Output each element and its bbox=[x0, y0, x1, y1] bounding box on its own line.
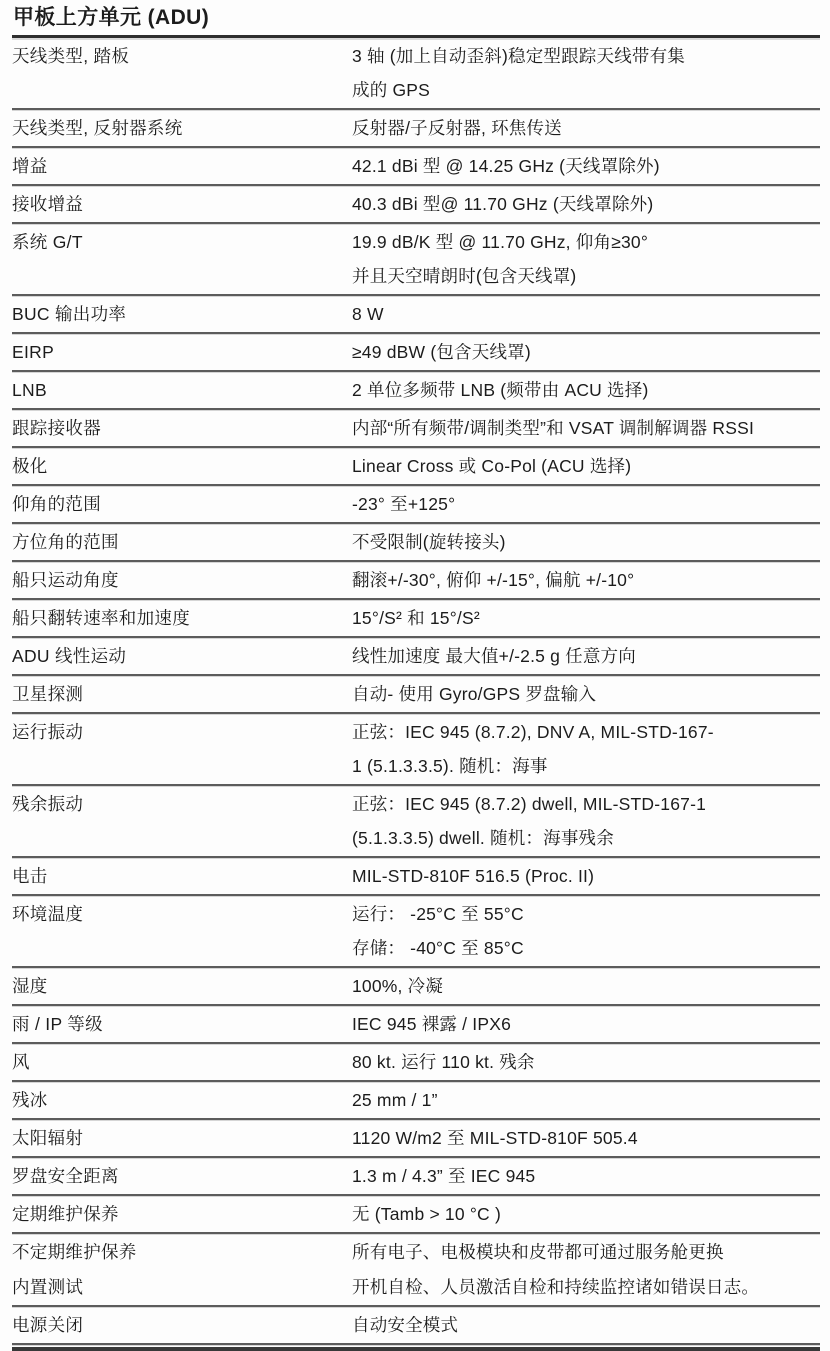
spec-label: 船只翻转速率和加速度 bbox=[12, 608, 190, 628]
spec-value bbox=[352, 969, 820, 1003]
table-row bbox=[12, 1234, 820, 1269]
spec-value-line: 80 kt. 运行 110 kt. 残余 bbox=[352, 1052, 535, 1072]
spec-label: 仰角的范围 bbox=[12, 494, 101, 514]
spec-value-line: 1.3 m / 4.3” 至 IEC 945 bbox=[352, 1166, 536, 1186]
table-row bbox=[12, 148, 820, 186]
spec-value bbox=[352, 449, 820, 483]
spec-label: 湿度 bbox=[12, 976, 48, 996]
spec-value-line: ≥49 dBW (包含天线罩) bbox=[352, 342, 531, 362]
spec-value-line: Linear Cross 或 Co-Pol (ACU 选择) bbox=[352, 456, 632, 476]
spec-label: 系统 G/T bbox=[12, 232, 83, 252]
table-row bbox=[12, 858, 820, 896]
spec-value-line: 内部“所有频带/调制类型”和 VSAT 调制解调器 RSSI bbox=[352, 418, 755, 438]
spec-label: 内置测试 bbox=[12, 1277, 84, 1297]
spec-value-line: 存储： -40°C 至 85°C bbox=[352, 938, 524, 958]
spec-value bbox=[352, 111, 820, 145]
spec-value bbox=[352, 187, 820, 221]
spec-value-line: MIL-STD-810F 516.5 (Proc. II) bbox=[352, 866, 595, 886]
spec-value bbox=[352, 639, 820, 673]
spec-value-line: 开机自检、人员激活自检和持续监控诸如错误日志。 bbox=[352, 1277, 760, 1297]
spec-label: 定期维护保养 bbox=[12, 1204, 119, 1224]
spec-value-line: 15°/S² 和 15°/S² bbox=[352, 608, 480, 628]
table-row bbox=[12, 524, 820, 562]
spec-value-line: 40.3 dBi 型@ 11.70 GHz (天线罩除外) bbox=[352, 194, 654, 214]
spec-value-line: 正弦：IEC 945 (8.7.2), DNV A, MIL-STD-167- bbox=[352, 722, 714, 742]
spec-label: BUC 输出功率 bbox=[12, 304, 127, 324]
spec-value-line: (5.1.3.3.5) dwell. 随机：海事残余 bbox=[352, 828, 614, 848]
table-row bbox=[12, 448, 820, 486]
spec-label: 方位角的范围 bbox=[12, 532, 119, 552]
spec-label: 不定期维护保养 bbox=[12, 1242, 137, 1262]
table-row bbox=[12, 296, 820, 334]
spec-value-line: 1 (5.1.3.3.5). 随机：海事 bbox=[352, 756, 548, 776]
spec-value-line: 8 W bbox=[352, 304, 384, 324]
spec-value bbox=[352, 1083, 820, 1117]
spec-value bbox=[352, 1159, 820, 1193]
spec-value bbox=[352, 563, 820, 597]
spec-label: 卫星探测 bbox=[12, 684, 84, 704]
table-row bbox=[12, 562, 820, 600]
spec-label: 残冰 bbox=[12, 1090, 48, 1110]
table-row bbox=[12, 334, 820, 372]
spec-label: LNB bbox=[12, 380, 47, 400]
spec-label: 风 bbox=[12, 1052, 30, 1072]
table-row bbox=[12, 38, 820, 110]
spec-label: 运行振动 bbox=[12, 722, 84, 742]
table-row bbox=[12, 786, 820, 858]
spec-label: 天线类型, 踏板 bbox=[12, 46, 130, 66]
spec-label: 天线类型, 反射器系统 bbox=[12, 118, 183, 138]
table-row bbox=[12, 1120, 820, 1158]
spec-value-line: 所有电子、电极模块和皮带都可通过服务舱更换 bbox=[352, 1242, 724, 1262]
spec-label: 增益 bbox=[12, 156, 48, 176]
spec-value bbox=[352, 225, 820, 293]
spec-value bbox=[352, 1197, 820, 1231]
spec-value bbox=[352, 149, 820, 183]
table-row bbox=[12, 372, 820, 410]
spec-value-line: 并且天空晴朗时(包含天线罩) bbox=[352, 266, 577, 286]
table-row bbox=[12, 110, 820, 148]
spec-value bbox=[352, 677, 820, 711]
spec-label: 极化 bbox=[12, 456, 48, 476]
spec-value bbox=[352, 1308, 820, 1342]
spec-label: 罗盘安全距离 bbox=[12, 1166, 119, 1186]
spec-value-line: 1120 W/m2 至 MIL-STD-810F 505.4 bbox=[352, 1128, 638, 1148]
spec-value-line: 19.9 dB/K 型 @ 11.70 GHz, 仰角≥30° bbox=[352, 232, 649, 252]
spec-value-line: 正弦：IEC 945 (8.7.2) dwell, MIL-STD-167-1 bbox=[352, 794, 707, 814]
spec-value-line: 42.1 dBi 型 @ 14.25 GHz (天线罩除外) bbox=[352, 156, 660, 176]
table-row bbox=[12, 1196, 820, 1234]
table-row bbox=[12, 1082, 820, 1120]
spec-value bbox=[352, 525, 820, 559]
spec-value-line: 反射器/子反射器, 环焦传送 bbox=[352, 118, 562, 138]
table-row bbox=[12, 1307, 820, 1345]
spec-label: 船只运动角度 bbox=[12, 570, 119, 590]
spec-value-line: 运行： -25°C 至 55°C bbox=[352, 904, 524, 924]
table-row bbox=[12, 968, 820, 1006]
spec-value bbox=[352, 1007, 820, 1041]
spec-label: 接收增益 bbox=[12, 194, 84, 214]
spec-label: 电击 bbox=[12, 866, 48, 886]
spec-value bbox=[352, 373, 820, 407]
spec-value-line: 成的 GPS bbox=[352, 80, 431, 100]
spec-label: 跟踪接收器 bbox=[12, 418, 101, 438]
spec-value bbox=[352, 1045, 820, 1079]
spec-value bbox=[352, 601, 820, 635]
spec-value bbox=[352, 1270, 820, 1304]
spec-label: 雨 / IP 等级 bbox=[12, 1014, 103, 1034]
spec-value bbox=[352, 1121, 820, 1155]
spec-value bbox=[352, 297, 820, 331]
spec-value-line: 2 单位多频带 LNB (频带由 ACU 选择) bbox=[352, 380, 649, 400]
spec-value-line: 100%, 冷凝 bbox=[352, 976, 444, 996]
spec-value bbox=[352, 859, 820, 893]
spec-value-line: 翻滚+/-30°, 俯仰 +/-15°, 偏航 +/-10° bbox=[352, 570, 635, 590]
table-row bbox=[12, 896, 820, 968]
table-row bbox=[12, 714, 820, 786]
table-row bbox=[12, 224, 820, 296]
table-row bbox=[12, 676, 820, 714]
table-row bbox=[12, 600, 820, 638]
spec-table bbox=[12, 38, 820, 1345]
spec-value bbox=[352, 39, 820, 107]
spec-value bbox=[352, 1235, 820, 1269]
spec-value-line: 无 (Tamb > 10 °C ) bbox=[352, 1204, 501, 1224]
spec-value bbox=[352, 787, 820, 855]
spec-value-line: 3 轴 (加上自动歪斜)稳定型跟踪天线带有集 bbox=[352, 46, 686, 66]
table-row bbox=[12, 1044, 820, 1082]
spec-label: 环境温度 bbox=[12, 904, 84, 924]
spec-value-line: 自动安全模式 bbox=[352, 1315, 459, 1335]
spec-value-line: 不受限制(旋转接头) bbox=[352, 532, 506, 552]
spec-value bbox=[352, 715, 820, 783]
spec-label: 电源关闭 bbox=[12, 1315, 84, 1335]
spec-value-line: 自动- 使用 Gyro/GPS 罗盘输入 bbox=[352, 684, 597, 704]
spec-value-line: -23° 至+125° bbox=[352, 494, 456, 514]
spec-value bbox=[352, 897, 820, 965]
table-row bbox=[12, 1269, 820, 1307]
spec-label: 残余振动 bbox=[12, 794, 84, 814]
table-row bbox=[12, 486, 820, 524]
spec-value bbox=[352, 411, 820, 445]
table-row bbox=[12, 186, 820, 224]
spec-label: EIRP bbox=[12, 342, 55, 362]
table-row bbox=[12, 410, 820, 448]
table-row bbox=[12, 638, 820, 676]
table-row bbox=[12, 1158, 820, 1196]
spec-value-line: 线性加速度 最大值+/-2.5 g 任意方向 bbox=[352, 646, 636, 666]
spec-value-line: IEC 945 裸露 / IPX6 bbox=[352, 1014, 512, 1034]
spec-value bbox=[352, 487, 820, 521]
spec-label: 太阳辐射 bbox=[12, 1128, 84, 1148]
bottom-rule bbox=[12, 1347, 820, 1351]
spec-label: ADU 线性运动 bbox=[12, 646, 127, 666]
table-row bbox=[12, 1006, 820, 1044]
spec-value bbox=[352, 335, 820, 369]
page-title: 甲板上方单元 (ADU) bbox=[13, 6, 210, 29]
spec-value-line: 25 mm / 1” bbox=[352, 1090, 438, 1110]
